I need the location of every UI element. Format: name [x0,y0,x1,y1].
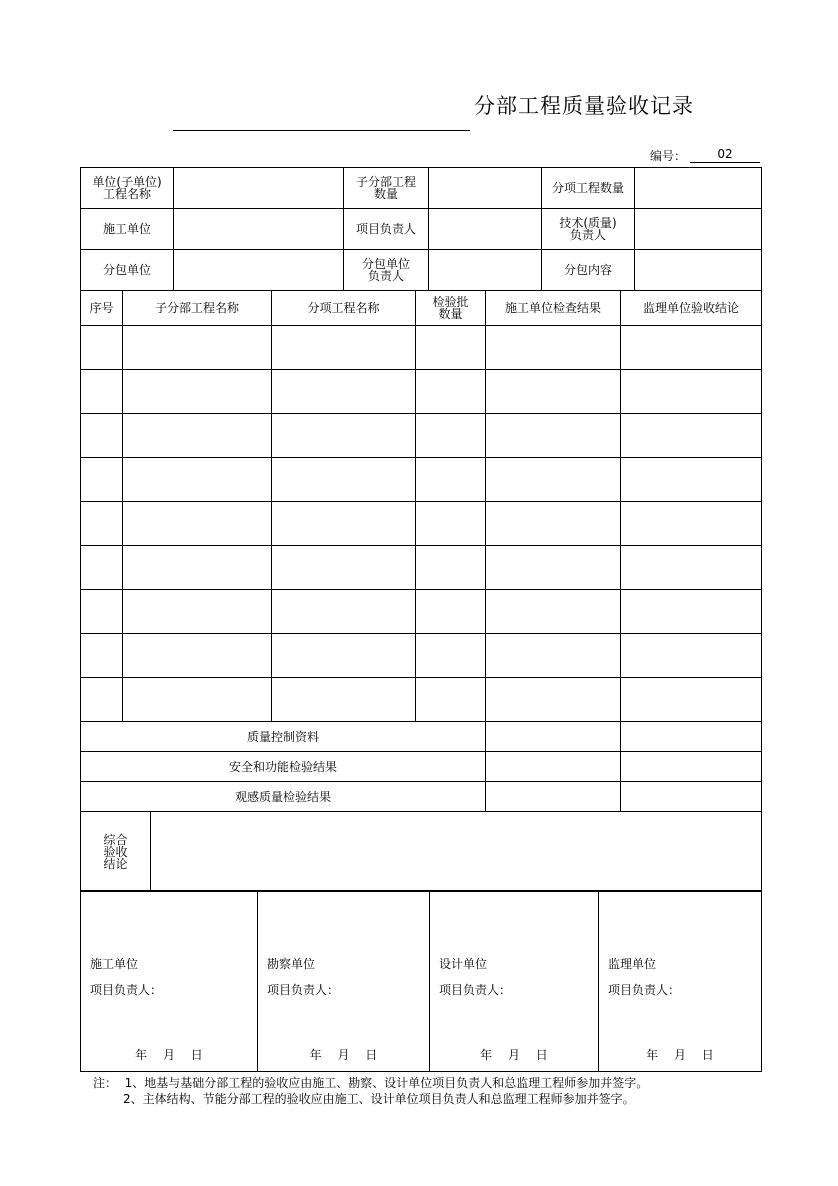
subcontract-leader-label: 分包单位 负责人 [344,250,429,291]
table-cell[interactable] [123,414,272,458]
table-cell[interactable] [486,634,621,678]
table-cell[interactable] [81,370,123,414]
table-cell[interactable] [272,458,416,502]
quality-control-docs-supervisor[interactable] [621,722,762,752]
project-leader-label: 项目负责人 [344,209,429,250]
table-row [81,326,762,370]
safety-function-contractor[interactable] [486,752,621,782]
table-cell[interactable] [272,502,416,546]
table-cell[interactable] [272,678,416,722]
table-cell[interactable] [416,414,486,458]
table-cell[interactable] [123,546,272,590]
safety-function-label: 安全和功能检验结果 [81,752,486,782]
subcontract-unit-label: 分包单位 [81,250,174,291]
table-row [81,546,762,590]
sub-division-count-field[interactable] [429,168,542,209]
table-cell[interactable] [81,634,123,678]
table-row [81,502,762,546]
table-cell[interactable] [81,414,123,458]
signature-table [80,890,762,1072]
header-batch-count: 检验批 数量 [416,291,486,326]
appearance-quality-contractor[interactable] [486,782,621,812]
table-cell[interactable] [272,370,416,414]
header-supervisor-conclusion: 监理单位验收结论 [621,291,762,326]
table-cell[interactable] [416,370,486,414]
table-cell[interactable] [81,458,123,502]
table-cell[interactable] [123,370,272,414]
table-cell[interactable] [272,590,416,634]
table-cell[interactable] [123,458,272,502]
table-cell[interactable] [621,546,762,590]
table-cell[interactable] [81,326,123,370]
code-label: 编号： [650,149,687,163]
signature-survey[interactable] [258,891,430,1072]
signature-leader: 项目负责人： [439,983,512,997]
table-cell[interactable] [81,678,123,722]
signature-date: 年 月 日 [309,1048,378,1062]
table-cell[interactable] [272,326,416,370]
signature-org: 勘察单位 [267,957,316,971]
table-cell[interactable] [486,502,621,546]
table-cell[interactable] [621,326,762,370]
table-cell[interactable] [486,414,621,458]
table-cell[interactable] [486,678,621,722]
table-cell[interactable] [272,414,416,458]
table-row [81,414,762,458]
table-cell[interactable] [123,502,272,546]
subcontract-unit-field[interactable] [174,250,344,291]
header-sub-item: 分项工程名称 [272,291,416,326]
table-cell[interactable] [416,678,486,722]
tech-leader-label: 技术(质量) 负责人 [542,209,635,250]
table-cell[interactable] [621,678,762,722]
table-cell[interactable] [621,414,762,458]
table-cell[interactable] [621,590,762,634]
sub-item-count-field[interactable] [635,168,762,209]
notes [93,1075,648,1107]
table-row [81,678,762,722]
table-cell[interactable] [486,458,621,502]
sub-division-count-label: 子分部工程 数量 [344,168,429,209]
signature-construction[interactable] [81,891,258,1072]
header-contractor-result: 施工单位检查结果 [486,291,621,326]
table-row [81,370,762,414]
signature-leader: 项目负责人： [608,983,681,997]
signature-date: 年 月 日 [646,1048,714,1062]
construction-unit-field[interactable] [174,209,344,250]
table-row [81,458,762,502]
table-cell[interactable] [621,458,762,502]
signature-date: 年 月 日 [480,1048,548,1062]
table-cell[interactable] [272,546,416,590]
table-cell[interactable] [416,590,486,634]
table-cell[interactable] [81,590,123,634]
signature-date: 年 月 日 [135,1048,203,1062]
safety-function-supervisor[interactable] [621,752,762,782]
header-seq: 序号 [81,291,123,326]
table-cell[interactable] [272,634,416,678]
signature-leader: 项目负责人： [267,983,340,997]
quality-control-docs-contractor[interactable] [486,722,621,752]
table-cell[interactable] [416,326,486,370]
signature-org: 监理单位 [608,957,657,971]
table-cell[interactable] [416,502,486,546]
table-cell[interactable] [486,546,621,590]
project-leader-field[interactable] [429,209,542,250]
table-cell[interactable] [621,502,762,546]
unit-name-field[interactable] [174,168,344,209]
signature-org: 设计单位 [439,957,488,971]
header-sub-division: 子分部工程名称 [123,291,272,326]
inspection-table [80,290,762,812]
tech-leader-field[interactable] [635,209,762,250]
note-1: 注： 1、地基与基础分部工程的验收应由施工、勘察、设计单位项目负责人和总监理工程师参加并签字。 [93,1076,649,1090]
signature-org: 施工单位 [90,957,139,971]
title-underline [173,130,470,131]
table-cell[interactable] [486,370,621,414]
table-cell[interactable] [621,370,762,414]
table-cell[interactable] [486,590,621,634]
table-cell[interactable] [621,634,762,678]
signature-supervision[interactable] [599,891,762,1072]
signature-leader: 项目负责人： [90,983,163,997]
unit-name-label: 单位(子单位) 工程名称 [81,168,174,209]
table-row [81,634,762,678]
appearance-quality-label: 观感质量检验结果 [81,782,486,812]
table-row [81,590,762,634]
table-cell[interactable] [123,678,272,722]
sub-item-count-label: 分项工程数量 [542,168,635,209]
table-cell[interactable] [123,590,272,634]
info-table [80,167,762,291]
subcontract-content-field[interactable] [635,250,762,291]
appearance-quality-supervisor[interactable] [621,782,762,812]
note-2: 2、主体结构、节能分部工程的验收应由施工、设计单位项目负责人和总监理工程师参加并签字。 [123,1092,635,1106]
table-cell[interactable] [123,634,272,678]
subcontract-leader-field[interactable] [429,250,542,291]
table-cell[interactable] [81,502,123,546]
table-cell[interactable] [416,458,486,502]
page-title: 分部工程质量验收记录 [474,94,694,118]
signature-design[interactable] [430,891,599,1072]
table-cell[interactable] [416,634,486,678]
table-cell[interactable] [486,326,621,370]
conclusion-table [80,811,762,892]
table-cell[interactable] [416,546,486,590]
table-cell[interactable] [123,326,272,370]
subcontract-content-label: 分包内容 [542,250,635,291]
quality-control-docs-label: 质量控制资料 [81,722,486,752]
code-value: 02 [690,147,760,163]
conclusion-label: 综合 验收 结论 [81,812,151,892]
construction-unit-label: 施工单位 [81,209,174,250]
conclusion-field[interactable] [151,812,762,892]
table-cell[interactable] [81,546,123,590]
